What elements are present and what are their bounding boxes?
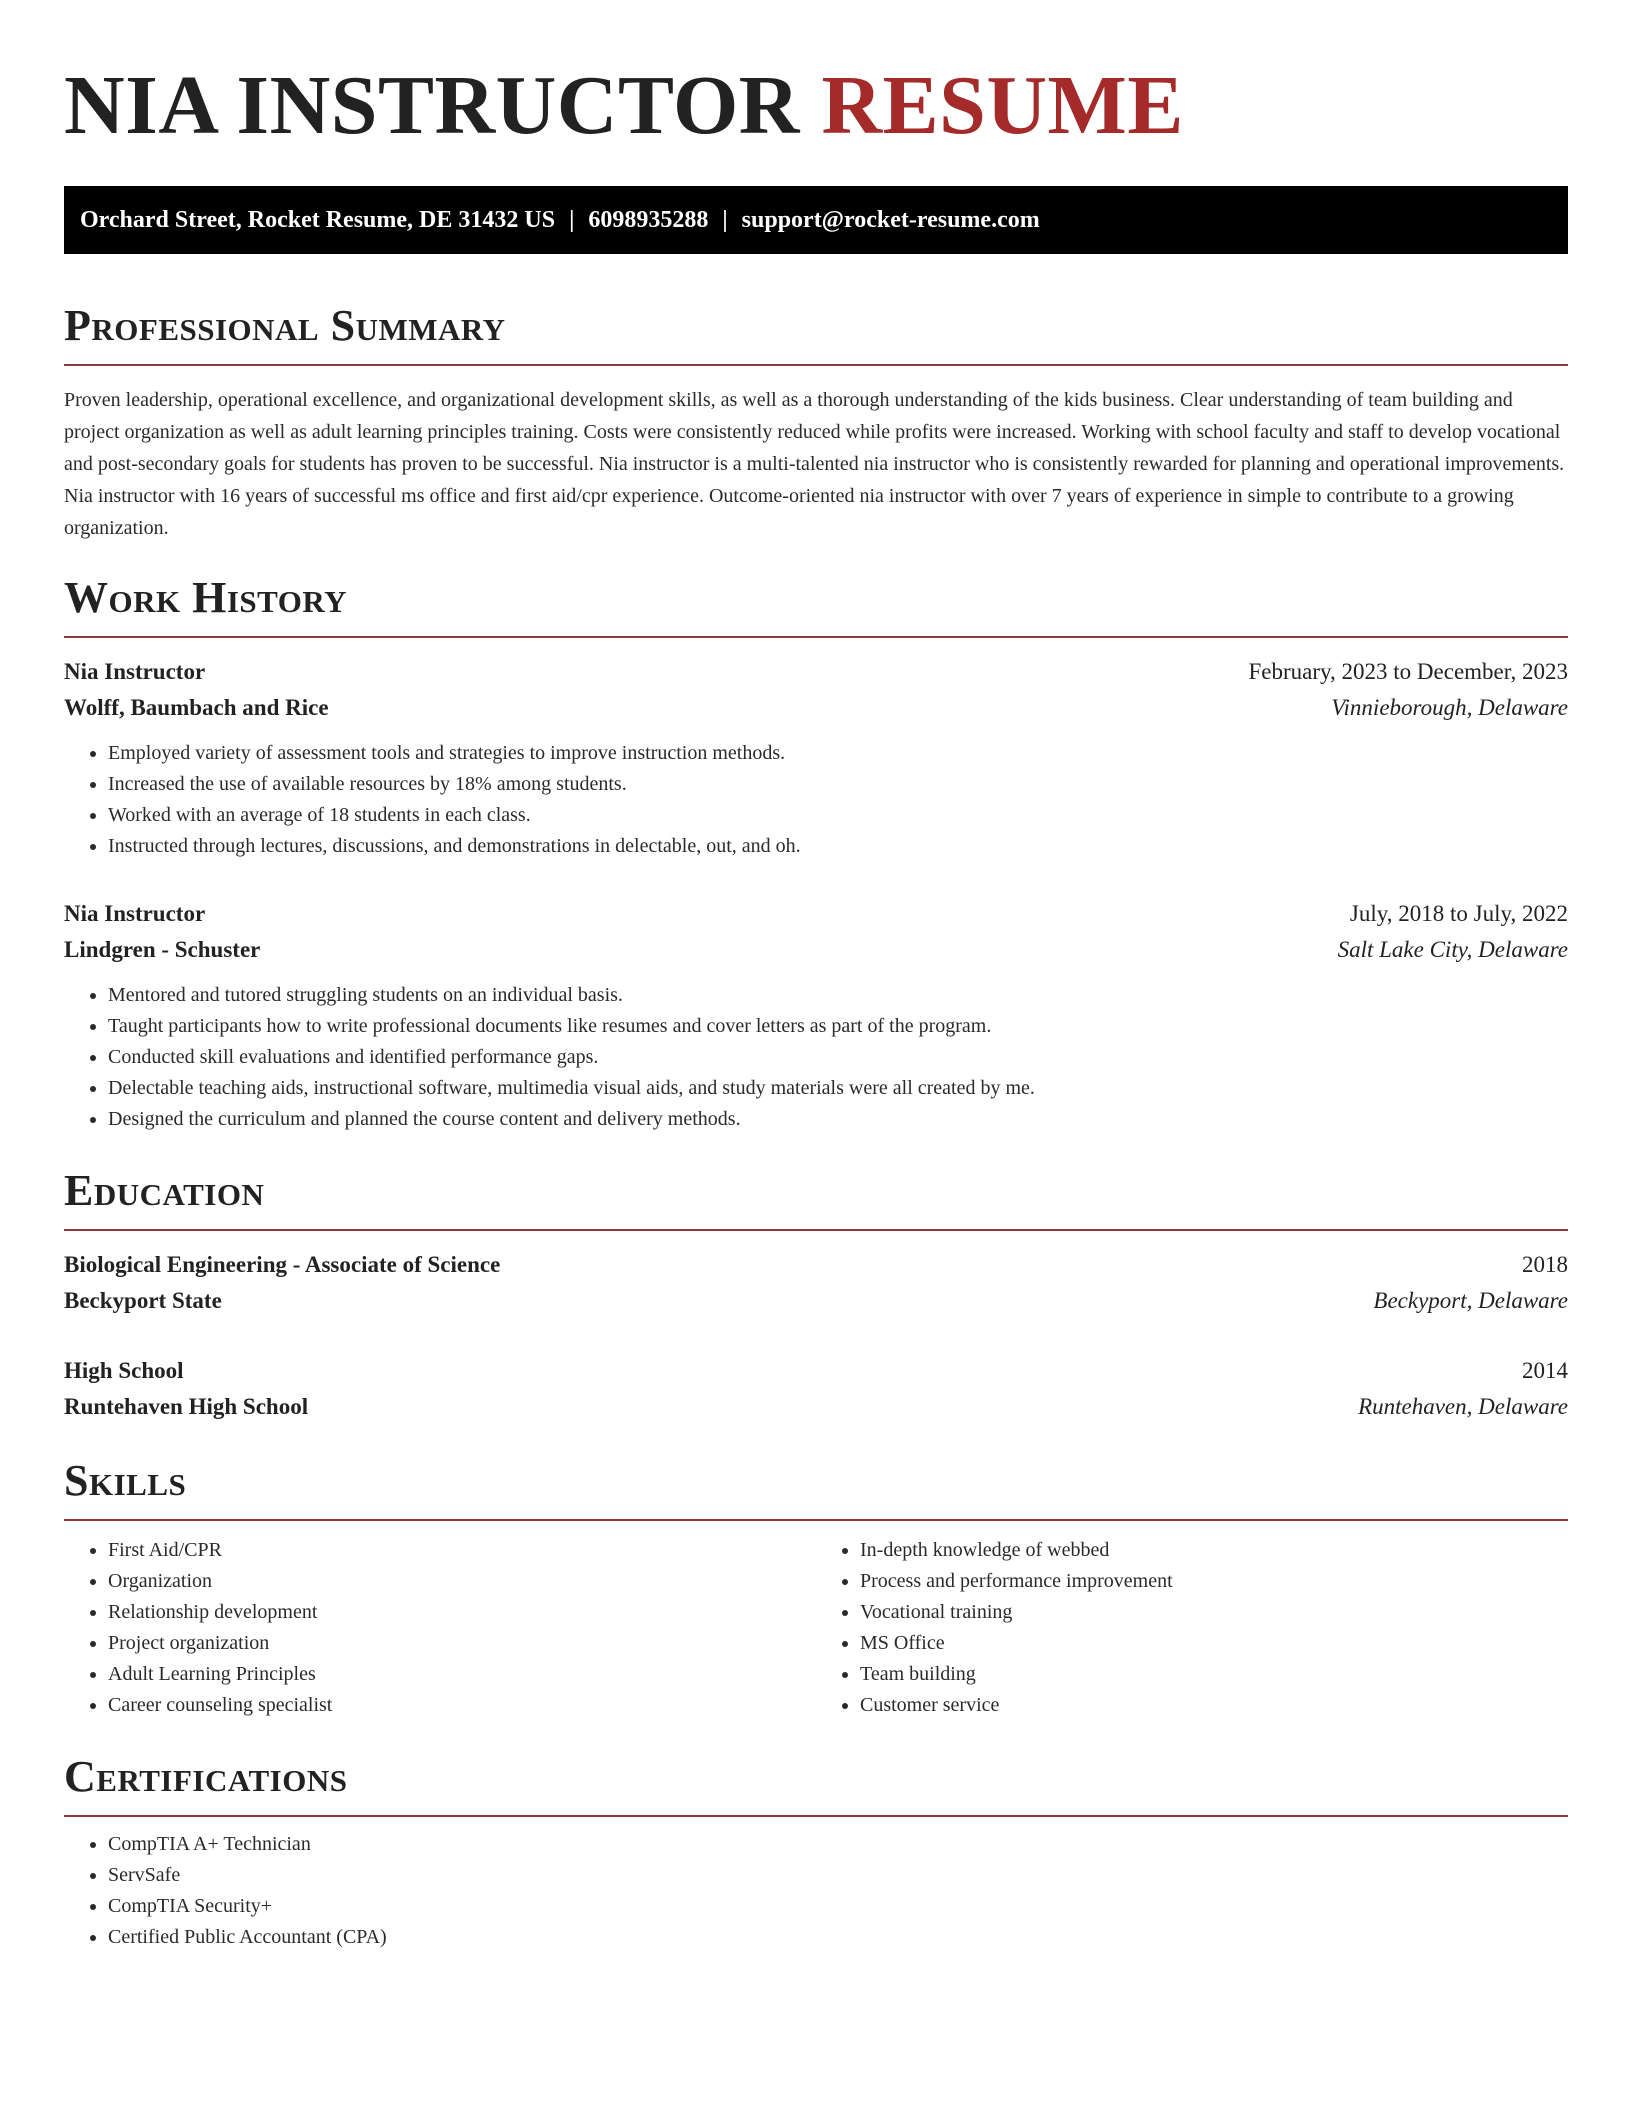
- education-location: Beckyport, Delaware: [1373, 1288, 1568, 1313]
- section-heading-education: Education: [64, 1163, 1568, 1231]
- resume-title: [64, 56, 1568, 156]
- work-history-section: [64, 570, 1568, 1135]
- title-accent: RESUME: [821, 59, 1184, 152]
- job-location: Salt Lake City, Delaware: [1337, 937, 1568, 962]
- education-degree: High School: [64, 1358, 184, 1383]
- list-item: • Mentored and tutored struggling students on an individual basis.: [108, 980, 1568, 1011]
- list-item: • Delectable teaching aids, instructional software, multimedia visual aids, and study materials were all created by me.: [108, 1073, 1568, 1104]
- list-item: • Instructed through lectures, discussions, and demonstrations in delectable, out, and oh.: [108, 831, 1568, 862]
- list-item: • Increased the use of available resources by 18% among students.: [108, 769, 1568, 800]
- list-item: • Conducted skill evaluations and identified performance gaps.: [108, 1042, 1568, 1073]
- job-bullets: [64, 738, 1568, 862]
- contact-phone: 6098935288: [588, 207, 709, 233]
- job-entry: [64, 896, 1568, 1135]
- list-item: • Adult Learning Principles: [108, 1659, 816, 1690]
- list-item: • Organization: [108, 1566, 816, 1597]
- job-title: Nia Instructor: [64, 659, 206, 684]
- list-item: • Team building: [860, 1659, 1568, 1690]
- contact-address: Orchard Street, Rocket Resume, DE 31432 US: [80, 207, 556, 233]
- list-item: • Taught participants how to write professional documents like resumes and cover letters as part of the program.: [108, 1011, 1568, 1042]
- list-item: • Employed variety of assessment tools and strategies to improve instruction methods.: [108, 738, 1568, 769]
- section-heading-summary: Professional Summary: [64, 298, 1568, 366]
- list-item: • Certified Public Accountant (CPA): [108, 1922, 1568, 1953]
- job-entry: [64, 654, 1568, 862]
- certifications-section: [64, 1749, 1568, 1953]
- job-dates: July, 2018 to July, 2022: [1349, 901, 1568, 926]
- list-item: • ServSafe: [108, 1860, 1568, 1891]
- list-item: • Designed the curriculum and planned the course content and delivery methods.: [108, 1104, 1568, 1135]
- job-company: Wolff, Baumbach and Rice: [64, 695, 329, 720]
- education-school: Beckyport State: [64, 1288, 222, 1313]
- job-company: Lindgren - Schuster: [64, 937, 261, 962]
- education-degree: Biological Engineering - Associate of Science: [64, 1252, 501, 1277]
- professional-summary-section: [64, 298, 1568, 544]
- skills-list-left: [64, 1535, 816, 1721]
- section-heading-skills: Skills: [64, 1453, 1568, 1521]
- education-school: Runtehaven High School: [64, 1394, 309, 1419]
- list-item: • Vocational training: [860, 1597, 1568, 1628]
- list-item: • First Aid/CPR: [108, 1535, 816, 1566]
- list-item: • Career counseling specialist: [108, 1690, 816, 1721]
- education-section: [64, 1163, 1568, 1425]
- section-heading-certifications: Certifications: [64, 1749, 1568, 1817]
- list-item: • CompTIA A+ Technician: [108, 1829, 1568, 1860]
- list-item: • Worked with an average of 18 students in each class.: [108, 800, 1568, 831]
- education-entry: [64, 1353, 1568, 1425]
- education-entry: [64, 1247, 1568, 1319]
- skills-list-right: [816, 1535, 1568, 1721]
- list-item: • Relationship development: [108, 1597, 816, 1628]
- job-dates: February, 2023 to December, 2023: [1248, 659, 1568, 684]
- contact-email: support@rocket-resume.com: [741, 207, 1040, 233]
- list-item: • Process and performance improvement: [860, 1566, 1568, 1597]
- list-item: • Customer service: [860, 1690, 1568, 1721]
- certifications-list: [64, 1829, 1568, 1953]
- list-item: • CompTIA Security+: [108, 1891, 1568, 1922]
- contact-separator: |: [722, 207, 728, 233]
- skills-section: [64, 1453, 1568, 1721]
- education-year: 2014: [1522, 1358, 1568, 1383]
- section-heading-work: Work History: [64, 570, 1568, 638]
- list-item: • MS Office: [860, 1628, 1568, 1659]
- summary-text: Proven leadership, operational excellence, and organizational development skills, as well as a thorough understanding of the kids business. Clear understanding of team building and project organization as well as adult learning principles training. Costs were consistently reduced while profits were increased. Working with school faculty and staff to develop vocational and post-secondary goals for students has proven to be successful. Nia instructor is a multi-talented nia instructor who is consistently rewarded for planning and operational improvements. Nia instructor with 16 years of successful ms office and first aid/cpr experience. Outcome-oriented nia instructor with over 7 years of experience in simple to contribute to a growing organization.: [64, 389, 1565, 539]
- education-location: Runtehaven, Delaware: [1358, 1394, 1568, 1419]
- skills-columns: [64, 1535, 1568, 1721]
- contact-bar: [64, 186, 1568, 254]
- job-location: Vinnieborough, Delaware: [1331, 695, 1568, 720]
- list-item: • Project organization: [108, 1628, 816, 1659]
- list-item: • In-depth knowledge of webbed: [860, 1535, 1568, 1566]
- job-title: Nia Instructor: [64, 901, 206, 926]
- job-bullets: [64, 980, 1568, 1135]
- education-year: 2018: [1522, 1252, 1568, 1277]
- title-main: NIA INSTRUCTOR: [64, 59, 800, 152]
- contact-separator: |: [569, 207, 575, 233]
